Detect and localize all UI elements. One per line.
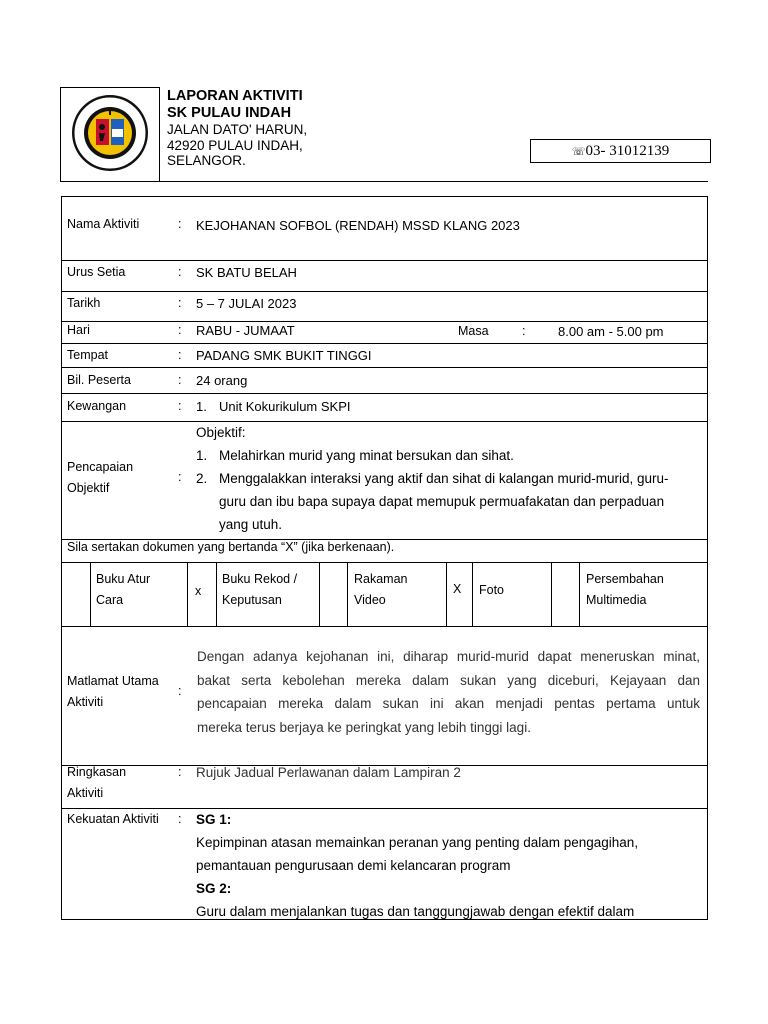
value-ringkasan: Rujuk Jadual Perlawanan dalam Lampiran 2 — [196, 765, 461, 780]
objektif-item-number: 2. — [196, 471, 208, 486]
row-divider — [61, 321, 708, 322]
phone-box — [530, 139, 711, 163]
sg1-title: SG 1: — [196, 812, 232, 827]
label-matlamat-2: Aktiviti — [67, 695, 104, 709]
label-kekuatan: Kekuatan Aktiviti — [67, 812, 159, 826]
grid-line — [579, 562, 580, 626]
label-bil-peserta: Bil. Peserta — [67, 373, 131, 387]
grid-line — [551, 562, 552, 626]
label-masa: Masa — [458, 324, 489, 338]
colon: : — [178, 265, 182, 279]
colon: : — [178, 323, 182, 337]
doc-mark-foto: X — [453, 582, 462, 596]
row-divider — [61, 808, 708, 809]
label-ringkasan: Ringkasan — [67, 765, 127, 779]
colon: : — [178, 470, 182, 484]
address-line-2: 42920 PULAU INDAH, — [167, 137, 303, 153]
objektif-item-2-line-2: guru dan ibu bapa supaya dapat memupuk permuafakatan dan perpaduan — [219, 494, 665, 509]
colon: : — [178, 812, 182, 826]
label-tempat: Tempat — [67, 348, 108, 362]
doc-label-buku-rekod-2: Keputusan — [222, 593, 282, 607]
address-line-3: SELANGOR. — [167, 153, 246, 168]
objektif-item-2-line-1: Menggalakkan interaksi yang aktif dan sihat di kalangan murid-murid, guru- — [219, 471, 669, 486]
report-title: LAPORAN AKTIVITI — [167, 88, 303, 104]
doc-label-buku-rekod: Buku Rekod / — [222, 572, 298, 586]
address-line-1: JALAN DATO' HARUN, — [167, 122, 308, 137]
row-divider — [61, 393, 708, 394]
colon: : — [178, 399, 182, 413]
colon: : — [178, 217, 182, 231]
value-masa: 8.00 am - 5.00 pm — [558, 324, 664, 339]
phone-icon: ☏ — [571, 146, 586, 158]
row-divider — [61, 626, 708, 627]
value-bil-peserta: 24 orang — [196, 373, 248, 388]
objektif-item-number: 1. — [196, 448, 208, 463]
value-nama-aktiviti: KEJOHANAN SOFBOL (RENDAH) MSSD KLANG 2023 — [196, 218, 520, 233]
doc-label-buku-atur-cara: Buku Atur — [96, 572, 151, 586]
row-divider — [61, 343, 708, 344]
value-tarikh: 5 – 7 JULAI 2023 — [196, 296, 297, 311]
colon: : — [178, 684, 182, 698]
label-kewangan: Kewangan — [67, 399, 127, 413]
label-pencapaian: Pencapaian — [67, 460, 134, 474]
sg2-line-1: Guru dalam menjalankan tugas dan tanggungjawab dengan efektif dalam — [196, 904, 635, 919]
doc-mark-buku-rekod: x — [195, 584, 202, 598]
colon: : — [178, 296, 182, 310]
objektif-item-2-line-3: yang utuh. — [219, 517, 283, 532]
value-urus-setia: SK BATU BELAH — [196, 265, 297, 280]
header-bottom-rule — [160, 181, 708, 182]
matlamat-line-1: Dengan adanya kejohanan ini, diharap murid-murid dapat meneruskan minat, — [197, 649, 700, 664]
school-name: SK PULAU INDAH — [167, 105, 292, 121]
row-divider — [61, 367, 708, 368]
row-divider — [61, 291, 708, 292]
colon: : — [178, 348, 182, 362]
doc-label-persembahan: Persembahan — [586, 572, 664, 586]
colon: : — [178, 373, 182, 387]
doc-label-persembahan-2: Multimedia — [586, 593, 647, 607]
doc-label-rakaman-2: Video — [354, 593, 386, 607]
grid-line — [319, 562, 320, 626]
sg1-line-1: Kepimpinan atasan memainkan peranan yang penting dalam pengagihan, — [196, 835, 639, 850]
colon: : — [178, 765, 182, 779]
row-divider — [61, 562, 708, 563]
label-hari: Hari — [67, 323, 90, 337]
doc-label-rakaman: Rakaman — [354, 572, 408, 586]
label-tarikh: Tarikh — [67, 296, 101, 310]
doc-label-buku-atur-cara-2: Cara — [96, 593, 124, 607]
doc-label-foto: Foto — [479, 583, 505, 597]
grid-line — [187, 562, 188, 626]
value-hari: RABU - JUMAAT — [196, 323, 295, 338]
value-tempat: PADANG SMK BUKIT TINGGI — [196, 348, 372, 363]
sg1-line-2: pemantauan pengurusaan demi kelancaran program — [196, 858, 511, 873]
grid-line — [216, 562, 217, 626]
school-logo — [70, 93, 150, 173]
kewangan-number: 1. — [196, 399, 207, 414]
grid-line — [90, 562, 91, 626]
matlamat-line-2: bakat serta kebolehan mereka dalam sukan yang diceburi, Kejayaan dan — [197, 672, 700, 688]
objektif-item-1: Melahirkan murid yang minat bersukan dan sihat. — [219, 448, 514, 463]
documents-instruction: Sila sertakan dokumen yang bertanda “X” (jika berkenaan). — [67, 540, 395, 554]
grid-line — [472, 562, 473, 626]
value-kewangan: Unit Kokurikulum SKPI — [219, 399, 351, 414]
label-matlamat: Matlamat Utama — [67, 674, 159, 688]
label-urus-setia: Urus Setia — [67, 265, 126, 279]
row-divider — [61, 421, 708, 422]
matlamat-line-3: pencapaian mereka dalam sukan ini akan menjadi pentas pertama untuk — [197, 696, 700, 711]
matlamat-paragraph — [197, 645, 700, 739]
grid-line — [347, 562, 348, 626]
label-ringkasan-2: Aktiviti — [67, 786, 104, 800]
sg2-title: SG 2: — [196, 881, 232, 896]
phone-number: 03- 31012139 — [585, 143, 670, 159]
matlamat-line-4: mereka terus berjaya ke peringkat yang lebih tinggi lagi. — [197, 719, 531, 735]
objektif-heading: Objektif: — [196, 425, 246, 440]
label-objektif: Objektif — [67, 481, 110, 495]
grid-line — [446, 562, 447, 626]
colon: : — [522, 324, 526, 338]
row-divider — [61, 260, 708, 261]
label-nama-aktiviti: Nama Aktiviti — [67, 217, 140, 231]
